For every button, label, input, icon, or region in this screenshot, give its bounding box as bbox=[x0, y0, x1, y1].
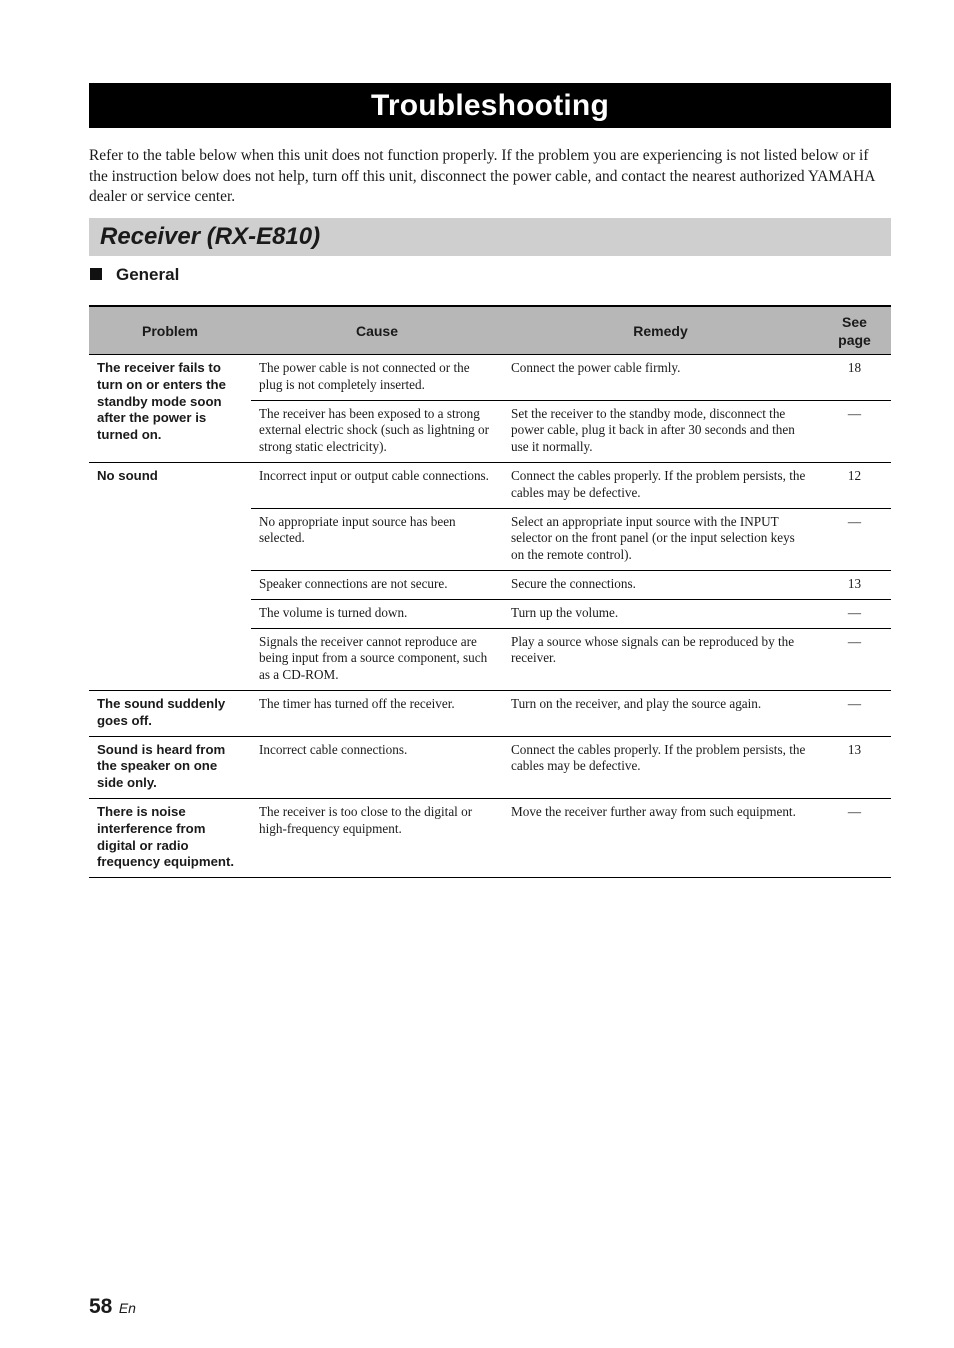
problem-cell: Sound is heard from the speaker on one side only. bbox=[89, 736, 251, 798]
cause-cell: The volume is turned down. bbox=[251, 599, 503, 628]
page-cell: 13 bbox=[818, 736, 891, 798]
section-title: Receiver (RX-E810) bbox=[100, 223, 321, 250]
page-cell: — bbox=[818, 798, 891, 877]
page-cell: 18 bbox=[818, 355, 891, 401]
remedy-cell: Turn on the receiver, and play the source again. bbox=[503, 690, 818, 736]
cause-cell: Incorrect cable connections. bbox=[251, 736, 503, 798]
subsection-heading bbox=[89, 263, 179, 287]
section-header bbox=[89, 218, 891, 256]
table-row bbox=[89, 690, 891, 736]
page-cell: — bbox=[818, 690, 891, 736]
table-row bbox=[89, 462, 891, 508]
remedy-cell: Play a source whose signals can be reproduced by the receiver. bbox=[503, 628, 818, 690]
table-row bbox=[89, 798, 891, 877]
header-cause: Cause bbox=[251, 306, 503, 355]
page-number: 58 bbox=[89, 1295, 113, 1318]
header-see-page bbox=[818, 306, 891, 355]
table-row bbox=[89, 736, 891, 798]
cause-cell: Speaker connections are not secure. bbox=[251, 570, 503, 599]
page-cell: — bbox=[818, 400, 891, 462]
page-cell: — bbox=[818, 628, 891, 690]
remedy-cell: Turn up the volume. bbox=[503, 599, 818, 628]
problem-cell: There is noise interference from digital or radio frequency equipment. bbox=[89, 798, 251, 877]
remedy-cell: Set the receiver to the standby mode, disconnect the power cable, plug it back in after 30 seconds and then use it normally. bbox=[503, 400, 818, 462]
page-cell: — bbox=[818, 508, 891, 570]
subsection-title: General bbox=[116, 265, 180, 284]
page-title: Troubleshooting bbox=[89, 83, 891, 128]
remedy-cell: Secure the connections. bbox=[503, 570, 818, 599]
page-cell: — bbox=[818, 599, 891, 628]
problem-cell: The receiver fails to turn on or enters the standby mode soon after the power is turned on. bbox=[89, 355, 251, 463]
remedy-cell: Move the receiver further away from such equipment. bbox=[503, 798, 818, 877]
header-see-page-line1: See bbox=[842, 313, 867, 330]
remedy-cell: Connect the power cable firmly. bbox=[503, 355, 818, 401]
remedy-cell: Connect the cables properly. If the problem persists, the cables may be defective. bbox=[503, 462, 818, 508]
intro-paragraph: Refer to the table below when this unit does not function properly. If the problem you are experiencing is not listed below or if the instruction below does not help, turn off this unit, disconnect the power cable, and contact the nearest authorized YAMAHA dealer or service center. bbox=[89, 147, 875, 205]
cause-cell: The receiver has been exposed to a strong external electric shock (such as lightning or strong static electricity). bbox=[251, 400, 503, 462]
page-footer bbox=[89, 1295, 136, 1319]
cause-cell: The power cable is not connected or the plug is not completely inserted. bbox=[251, 355, 503, 401]
language-code: En bbox=[118, 1300, 136, 1316]
header-problem: Problem bbox=[89, 306, 251, 355]
problem-cell: The sound suddenly goes off. bbox=[89, 690, 251, 736]
troubleshooting-table bbox=[89, 305, 891, 878]
header-remedy: Remedy bbox=[503, 306, 818, 355]
cause-cell: The receiver is too close to the digital or high-frequency equipment. bbox=[251, 798, 503, 877]
problem-cell: No sound bbox=[89, 462, 251, 690]
cause-cell: No appropriate input source has been selected. bbox=[251, 508, 503, 570]
cause-cell: Incorrect input or output cable connections. bbox=[251, 462, 503, 508]
cause-cell: The timer has turned off the receiver. bbox=[251, 690, 503, 736]
page-cell: 12 bbox=[818, 462, 891, 508]
square-bullet-icon bbox=[90, 268, 102, 280]
header-see-page-line2: page bbox=[838, 331, 871, 348]
table-header-row bbox=[89, 306, 891, 355]
cause-cell: Signals the receiver cannot reproduce are being input from a source component, such as a CD-ROM. bbox=[251, 628, 503, 690]
page-cell: 13 bbox=[818, 570, 891, 599]
table-row bbox=[89, 355, 891, 401]
remedy-cell: Select an appropriate input source with the INPUT selector on the front panel (or the input selection keys on the remote control). bbox=[503, 508, 818, 570]
remedy-cell: Connect the cables properly. If the problem persists, the cables may be defective. bbox=[503, 736, 818, 798]
